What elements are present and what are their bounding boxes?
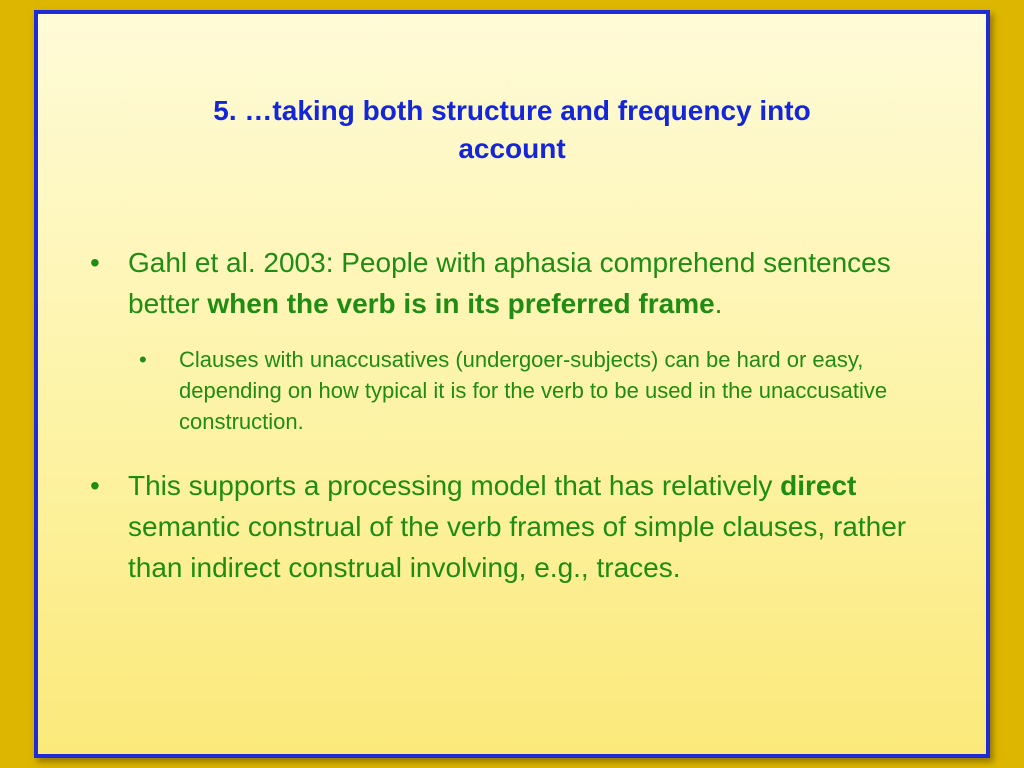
bullet-marker-icon: • (90, 470, 100, 501)
bullet-2-text-after: semantic construal of the verb frames of simple clauses, rather than indirect construal involving, e.g., traces. (128, 511, 907, 583)
slide-frame (34, 10, 990, 758)
bullet-marker-icon: • (90, 247, 100, 278)
sub-bullet-marker-icon: • (139, 347, 147, 372)
bullet-1 (90, 242, 960, 324)
slide-title-line-2: account (458, 133, 566, 164)
bullet-1-text (128, 242, 960, 324)
slide-title (38, 92, 986, 168)
bullet-1-bold-phrase: when the verb is in its preferred frame (207, 288, 715, 319)
bullet-1-text-before: Gahl et al. 2003: People with aphasia comprehend sentences better (128, 247, 891, 319)
sub-bullet-1 (139, 344, 960, 437)
slide-content (90, 242, 960, 588)
sub-bullet-1-text: Clauses with unaccusatives (undergoer-subjects) can be hard or easy, depending on how typical it is for the verb to be used in the unaccusative construction. (179, 347, 888, 434)
slide-title-line-1: 5. …taking both structure and frequency into (213, 95, 811, 126)
bullet-2-bold-word: direct (780, 470, 857, 501)
bullet-2 (90, 465, 960, 588)
bullet-2-text-before: This supports a processing model that has relatively (128, 470, 781, 501)
bullet-1-text-after: . (714, 288, 723, 319)
bullet-2-text (128, 465, 960, 588)
